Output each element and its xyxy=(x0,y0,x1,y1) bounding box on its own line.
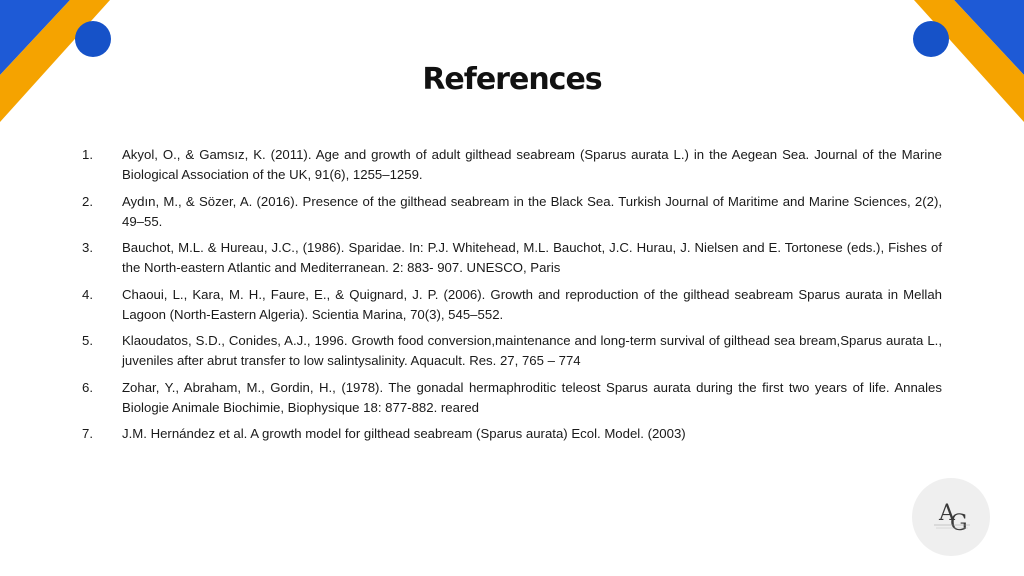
reference-number: 7. xyxy=(82,426,93,441)
reference-item xyxy=(82,192,942,232)
reference-text: Zohar, Y., Abraham, M., Gordin, H., (1978). The gonadal hermaphroditic teleost Sparus aurata during the first two years of life. Annales Biologie Animale Biochimie, Biophysique 18: 877-882. reared xyxy=(122,379,942,415)
reference-number: 6. xyxy=(82,379,93,395)
ag-monogram-icon xyxy=(912,478,990,556)
reference-item xyxy=(82,378,942,418)
reference-item xyxy=(82,145,942,185)
reference-text: Akyol, O., & Gamsız, K. (2011). Age and growth of adult gilthead seabream (Sparus aurata L.) in the Aegean Sea. Journal of the Marine Biological Association of the UK, 91(6), 1255–1259. xyxy=(122,147,942,182)
reference-item xyxy=(82,331,942,371)
reference-number: 4. xyxy=(82,286,93,302)
reference-list xyxy=(82,145,942,451)
reference-number: 2. xyxy=(82,193,93,209)
reference-number: 3. xyxy=(82,240,93,255)
reference-text: Aydın, M., & Sözer, A. (2016). Presence of the gilthead seabream in the Black Sea. Turkish Journal of Maritime and Marine Sciences, 2(2), 49–55. xyxy=(122,193,942,229)
blue-dot-icon xyxy=(75,21,111,57)
reference-text: Bauchot, M.L. & Hureau, J.C., (1986). Sparidae. In: P.J. Whitehead, M.L. Bauchot, J.C. Hurau, J. Nielsen and E. Tortonese (eds.), Fishes of the North-eastern Atlantic and Mediterranean. 2: 883- 907. UNESCO, Paris xyxy=(122,240,942,275)
brand-logo xyxy=(912,478,990,556)
svg-text:A: A xyxy=(939,501,955,526)
reference-item xyxy=(82,238,942,278)
page-title: References xyxy=(422,62,602,97)
blue-dot-icon xyxy=(913,21,949,57)
reference-number: 1. xyxy=(82,147,93,162)
reference-item xyxy=(82,285,942,325)
reference-text: Klaoudatos, S.D., Conides, A.J., 1996. Growth food conversion,maintenance and long-term survival of gilthead sea bream,Sparus aurata L., juveniles after abrut transfer to low salintysalinity. Aquacult. Res. 27, 765 – 774 xyxy=(122,333,942,368)
svg-text:G: G xyxy=(950,511,968,536)
reference-text: Chaoui, L., Kara, M. H., Faure, E., & Quignard, J. P. (2006). Growth and reproduction of the gilthead seabream Sparus aurata in Mellah Lagoon (North-Eastern Algeria). Scientia Marina, 70(3), 545–552. xyxy=(122,286,942,322)
reference-number: 5. xyxy=(82,333,93,348)
reference-item xyxy=(82,424,942,444)
reference-text: J.M. Hernández et al. A growth model for gilthead seabream (Sparus aurata) Ecol. Model. (2003) xyxy=(122,426,686,441)
